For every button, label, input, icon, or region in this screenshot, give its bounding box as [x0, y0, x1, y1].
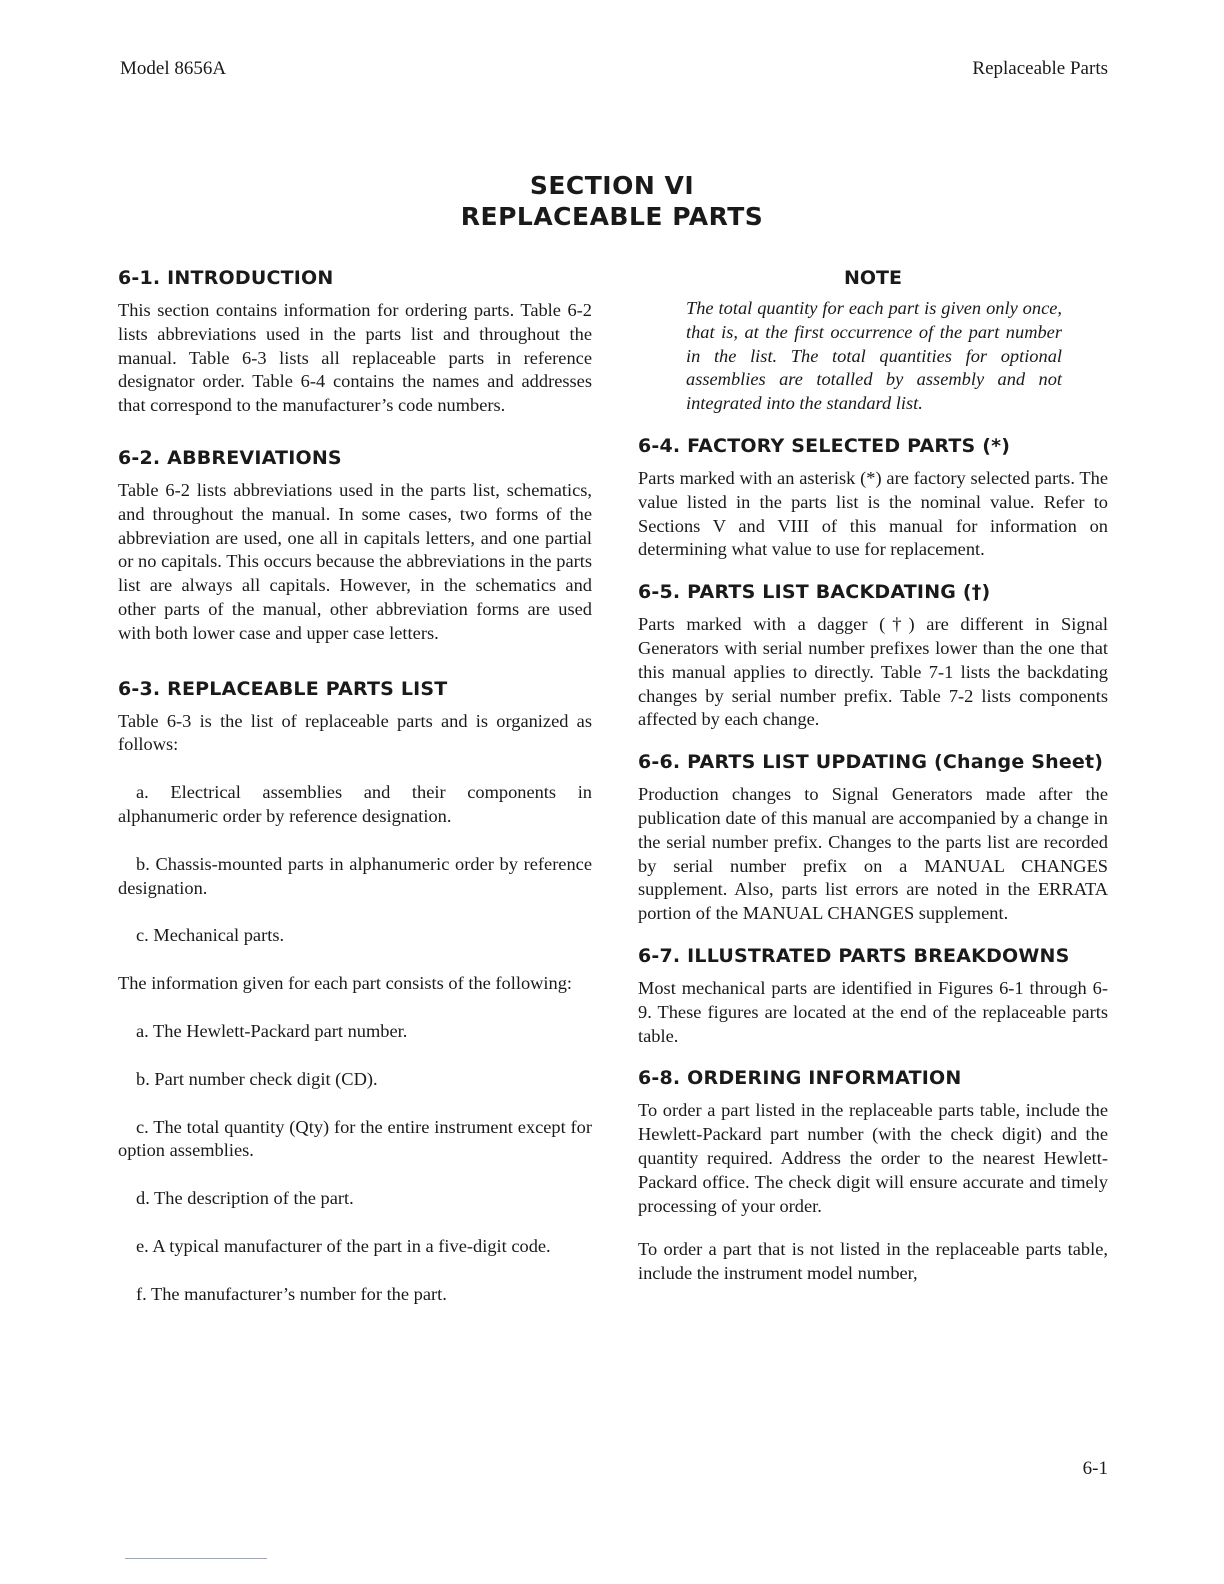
heading-illustrated-parts: 6-7. ILLUSTRATED PARTS BREAKDOWNS — [638, 944, 1070, 967]
right-column — [638, 266, 1108, 1286]
heading-parts-list-updating: 6-6. PARTS LIST UPDATING (Change Sheet) — [638, 751, 1104, 774]
note-text: The total quantity for each part is given only once, that is, at the first occurrence of the part number in the list. The total quantities for optional assemblies are totalled by assembly and not integrated into the standard list. — [686, 298, 1062, 414]
list-item: f. The manufacturer’s number for the part. — [136, 1283, 447, 1304]
running-header-model: Model 8656A — [120, 58, 227, 79]
part-info-intro: The information given for each part consists of the following: — [118, 973, 573, 994]
list-item: c. The total quantity (Qty) for the entire instrument except for option assemblies. — [118, 1116, 592, 1161]
abbreviations-text: Table 6-2 lists abbreviations used in the parts list, schematics, and throughout the manual. In some cases, two forms of the abbreviation are used, one all in capitals letters, and one partial or no capitals. This occurs because the abbreviations in the parts list are always all capitals. However, in the schematics and other parts of the manual, other abbreviation forms are used with both lower case and upper case letters. — [118, 479, 592, 643]
section-name: REPLACEABLE PARTS — [460, 202, 764, 231]
list-item: d. The description of the part. — [136, 1188, 354, 1209]
note-heading: NOTE — [844, 267, 902, 289]
left-column — [118, 266, 592, 1307]
ordering-text-unlisted: To order a part that is not listed in the replaceable parts table, include the instrument model number, — [638, 1239, 1108, 1284]
heading-parts-list-backdating: 6-5. PARTS LIST BACKDATING (†) — [638, 581, 991, 604]
page-number: 6-1 — [1082, 1458, 1108, 1479]
scan-artifact-line — [125, 1558, 267, 1559]
list-item: e. A typical manufacturer of the part in a five-digit code. — [136, 1235, 551, 1256]
heading-ordering-information: 6-8. ORDERING INFORMATION — [638, 1067, 962, 1090]
list-item: b. Part number check digit (CD). — [136, 1068, 378, 1089]
heading-introduction: 6-1. INTRODUCTION — [118, 267, 334, 289]
backdating-text: Parts marked with a dagger (†) are different in Signal Generators with serial number prefixes lower than the one that this manual applies to directly. Table 7-1 lists the backdating changes by serial number prefix. Table 7-2 lists components affected by each change. — [638, 614, 1108, 730]
running-header-section: Replaceable Parts — [972, 58, 1108, 79]
updating-text: Production changes to Signal Generators made after the publication date of this manual are accompanied by a change in the serial number prefix. Changes to the parts list are recorded by serial number prefix on a MANUAL CHANGES supplement. Also, parts list errors are noted in the ERRATA portion of the MANUAL CHANGES supplement. — [638, 784, 1108, 924]
list-item: b. Chassis-mounted parts in alphanumeric order by reference designation. — [118, 853, 592, 898]
list-item: c. Mechanical parts. — [136, 925, 285, 946]
ordering-text: To order a part listed in the replaceable parts table, include the Hewlett-Packard part number (with the check digit) and the quantity required. Address the order to the nearest Hewlett-Packard office. The check digit will ensure accurate and timely processing of your order. — [638, 1100, 1108, 1216]
section-title — [0, 170, 1224, 232]
section-number: SECTION VI — [529, 171, 695, 200]
heading-replaceable-parts-list: 6-3. REPLACEABLE PARTS LIST — [118, 677, 448, 700]
heading-factory-selected-parts: 6-4. FACTORY SELECTED PARTS (*) — [638, 434, 1011, 457]
parts-list-intro: Table 6-3 is the list of replaceable parts and is organized as follows: — [118, 710, 592, 755]
list-item: a. The Hewlett-Packard part number. — [136, 1020, 408, 1041]
illustrated-parts-text: Most mechanical parts are identified in Figures 6-1 through 6-9. These figures are located at the end of the replaceable parts table. — [638, 977, 1108, 1046]
factory-selected-text: Parts marked with an asterisk (*) are factory selected parts. The value listed in the parts list is the nominal value. Refer to Sections V and VIII of this manual for information on determining what value to use for replacement. — [638, 467, 1108, 560]
introduction-text: This section contains information for ordering parts. Table 6-2 lists abbreviations used in the parts list and throughout the manual. Table 6-3 lists all replaceable parts in reference designator order. Table 6-4 contains the names and addresses that correspond to the manufacturer’s code numbers. — [118, 300, 592, 416]
heading-abbreviations: 6-2. ABBREVIATIONS — [118, 446, 342, 469]
list-item: a. Electrical assemblies and their components in alphanumeric order by reference designation. — [118, 782, 592, 826]
